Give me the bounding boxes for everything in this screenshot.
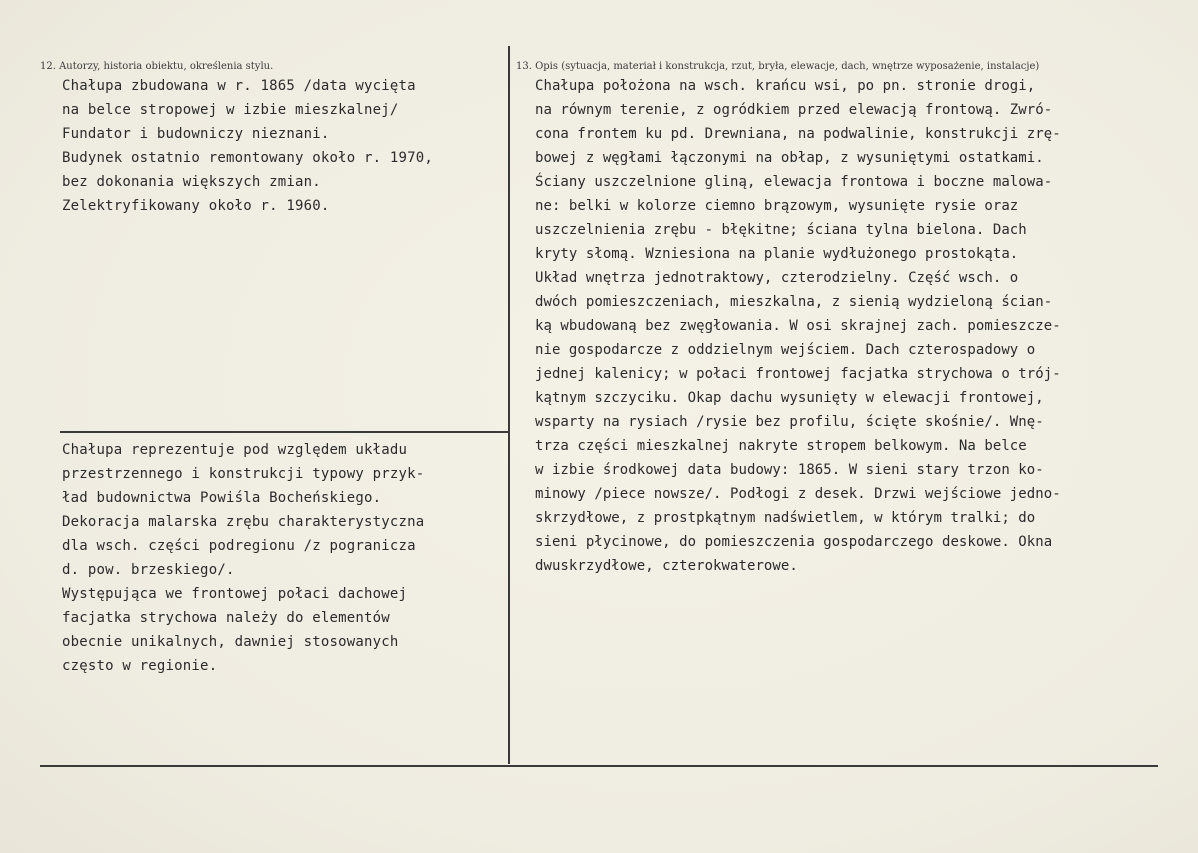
text-line: często w regionie. [62,658,218,674]
text-line: minowy /piece nowsze/. Podłogi z desek. Drzwi wejściowe jedno- [535,486,1061,502]
text-line: cona frontem ku pd. Drewniana, na podwalinie, konstrukcji zrę- [535,126,1061,142]
text-line: d. pow. brzeskiego/. [62,562,235,578]
text-line: uszczelnienia zrębu - błękitne; ściana tylna bielona. Dach [535,222,1027,238]
text-line: wsparty na rysiach /rysie bez profilu, ścięte skośnie/. Wnę- [535,414,1044,430]
text-line: nie gospodarcze z oddzielnym wejściem. Dach czterospadowy o [535,342,1036,358]
text-line: na belce stropowej w izbie mieszkalnej/ [62,102,399,118]
bottom-rule [40,765,1158,767]
text-line: Występująca we frontowej połaci dachowej [62,586,408,602]
text-line: ką wbudowaną bez zwęgłowania. W osi skrajnej zach. pomieszcze- [535,318,1061,334]
text-line: kryty słomą. Wzniesiona na planie wydłużonego prostokąta. [535,246,1019,262]
text-line: skrzydłowe, z prostpkątnym nadświetlem, w którym tralki; do [535,510,1036,526]
section-12-label: 12. Autorzy, historia obiektu, określenia stylu. [40,61,274,72]
text-line: obecnie unikalnych, dawniej stosowanych [62,634,399,650]
text-line: dwuskrzydłowe, czterokwaterowe. [535,558,798,574]
text-line: Ściany uszczelnione gliną, elewacja frontowa i boczne malowa- [535,174,1053,190]
text-line: facjatka strychowa należy do elementów [62,610,390,626]
text-line: trza części mieszkalnej nakryte stropem belkowym. Na belce [535,438,1027,454]
text-line: Układ wnętrza jednotraktowy, czterodzielny. Część wsch. o [535,270,1019,286]
text-line: dla wsch. części podregionu /z pogranicza [62,538,416,554]
text-line: Zelektryfikowany około r. 1960. [62,198,330,214]
left-section-divider [60,431,508,433]
section-13-label: 13. Opis (sytuacja, materiał i konstrukcja, rzut, bryła, elewacje, dach, wnętrze wyposażenie, instalacje) [516,61,1040,72]
text-line: bowej z węgłami łączonymi na obłap, z wysuniętymi ostatkami. [535,150,1044,166]
text-line: dwóch pomieszczeniach, mieszkalna, z sienią wydzieloną ścian- [535,294,1053,310]
text-line: Chałupa zbudowana w r. 1865 /data wycięta [62,78,416,94]
text-line: jednej kalenicy; w połaci frontowej facjatka strychowa o trój- [535,366,1061,382]
authors-history-text [62,74,433,218]
text-line: przestrzennego i konstrukcji typowy przyk- [62,466,425,482]
text-line: w izbie środkowej data budowy: 1865. W sieni stary trzon ko- [535,462,1044,478]
text-line: ład budownictwa Powiśla Bocheńskiego. [62,490,382,506]
assessment-text [62,438,424,678]
text-line: sieni płycinowe, do pomieszczenia gospodarczego deskowe. Okna [535,534,1053,550]
text-line: kątnym szczyciku. Okap dachu wysunięty w elewacji frontowej, [535,390,1044,406]
text-line: na równym terenie, z ogródkiem przed elewacją frontową. Zwró- [535,102,1053,118]
text-line: ne: belki w kolorze ciemno brązowym, wysunięte rysie oraz [535,198,1019,214]
text-line: Budynek ostatnio remontowany około r. 1970, [62,150,434,166]
column-divider [508,46,510,764]
text-line: Fundator i budowniczy nieznani. [62,126,330,142]
text-line: Chałupa położona na wsch. krańcu wsi, po pn. stronie drogi, [535,78,1036,94]
description-text [535,74,1061,578]
text-line: Chałupa reprezentuje pod względem układu [62,442,408,458]
text-line: Dekoracja malarska zrębu charakterystyczna [62,514,425,530]
text-line: bez dokonania większych zmian. [62,174,321,190]
